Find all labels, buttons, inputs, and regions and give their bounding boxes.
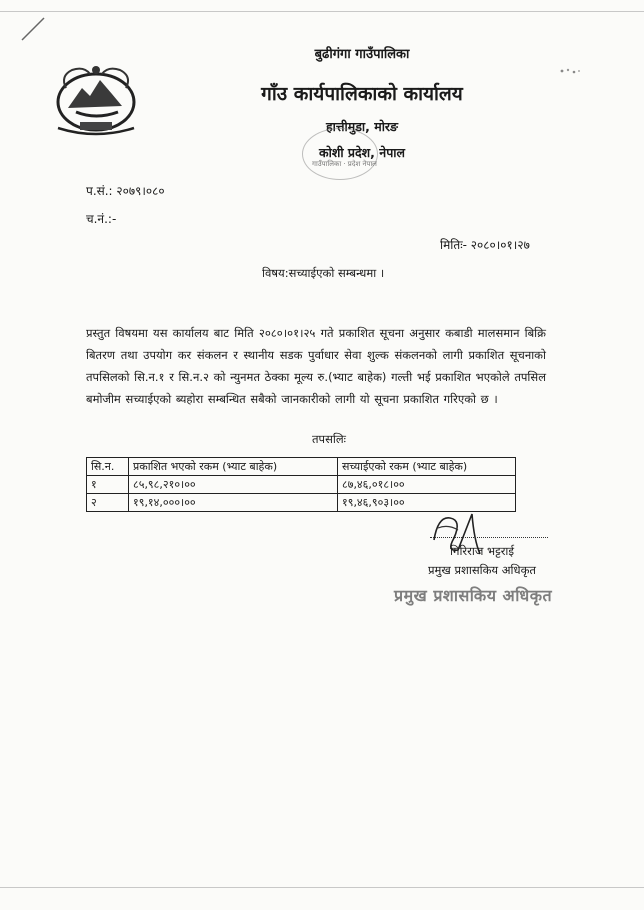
office-province: कोशी प्रदेश, नेपाल: [318, 145, 406, 160]
cell-serial: १: [87, 476, 129, 494]
dispatch-number: च.नं.:-: [86, 212, 117, 226]
table-caption: तपसलिः: [312, 432, 346, 446]
cell-published-amount: १९,१४,०००।००: [129, 494, 338, 512]
designation-stamp: प्रमुख प्रशासकिय अधिकृत: [394, 586, 553, 605]
letter-date: मितिः- २०८०।०१।२७: [440, 238, 530, 252]
signatory-title: प्रमुख प्रशासकिय अधिकृत: [428, 563, 536, 577]
table-row: [87, 476, 516, 494]
cell-published-amount: ८५,९८,२१०।००: [129, 476, 338, 494]
signatory-name: गिरिराज भट्टराई: [450, 544, 515, 558]
notice-body: प्रस्तुत विषयमा यस कार्यालय बाट मिति २०८०।०१।२५ गते प्रकाशित सूचना अनुसार कबाडी मालसमान बिक्रि बितरण तथा उपयोग कर संकलन र स्थानीय सडक पुर्वाधार सेवा शुल्क संकलनको लागी प्रकाशित सूचनाको तपसिलको सि.न.१ र सि.न.२ को न्युनमत ठेक्का मूल्य रु.(भ्याट बाहेक) गल्ती भई प्रकाशित भएकोले तपसिल बमोजीम सच्याईएको ब्यहोरा सम्बन्धित सबैको जानकारीको लागी यो सूचना प्रकाशित गरिएको छ ।: [86, 326, 546, 406]
office-stamp-text: गाउँपालिका · प्रदेश नेपाल: [312, 160, 377, 168]
cell-corrected-amount: ८७,४६,०१८।००: [338, 476, 516, 494]
office-stamp: [302, 128, 378, 180]
correction-table: [86, 457, 516, 512]
signature-line: [430, 537, 548, 538]
table-header-row: [87, 458, 516, 476]
municipality-name: बुढीगंगा गाउँपालिका: [314, 47, 410, 62]
col-serial: सि.न.: [87, 458, 129, 476]
cell-serial: २: [87, 494, 129, 512]
top-scan-line: [0, 11, 644, 12]
cell-corrected-amount: १९,४६,९०३।००: [338, 494, 516, 512]
scan-corner-mark: [20, 14, 48, 44]
letter-number: प.सं.: २०७९।०८०: [86, 184, 165, 198]
office-location: हात्तीमुडा, मोरङ: [325, 119, 399, 134]
office-title: गाँउ कार्यपालिकाको कार्यालय: [261, 83, 463, 105]
table-row: [87, 494, 516, 512]
subject-line: विषय:सच्याईएको सम्बन्धमा ।: [262, 266, 385, 280]
bottom-scan-line: [0, 887, 644, 888]
col-corrected-amount: सच्याईएको रकम (भ्याट बाहेक): [338, 458, 516, 476]
scan-smudge: [556, 64, 584, 78]
col-published-amount: प्रकाशित भएको रकम (भ्याट बाहेक): [129, 458, 338, 476]
